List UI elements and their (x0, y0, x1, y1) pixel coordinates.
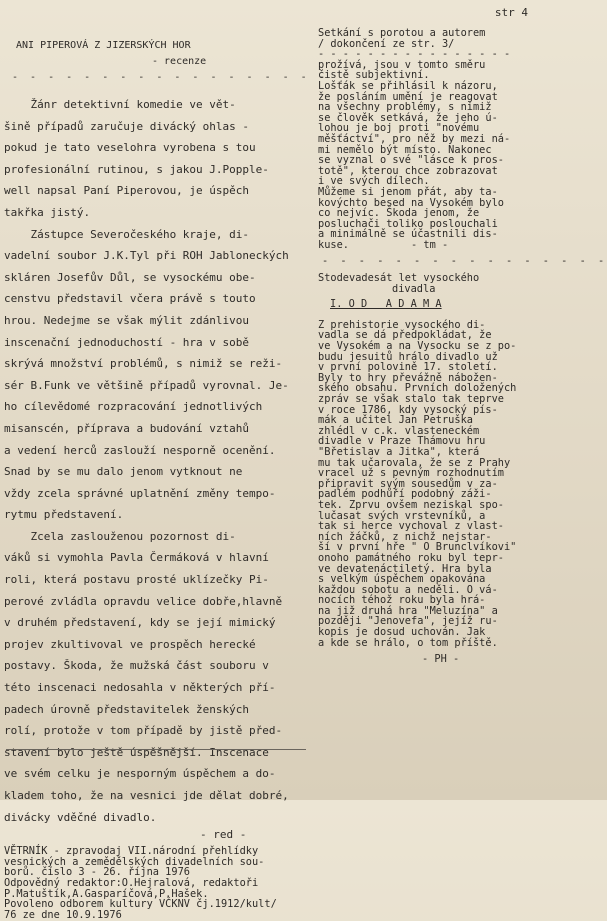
review-signature: - red - (200, 828, 247, 842)
text-line: na již druhá hra "Meluzína" a (318, 604, 498, 617)
text-line: v roce 1786, kdy vysocký pís- (318, 403, 498, 416)
text-line: Povoleno odborem kultury VČKNV čj.1912/kult/ (4, 898, 277, 911)
left-column (4, 0, 328, 921)
text-line: borů. číslo 3 - 26. října 1976 (4, 866, 190, 879)
text-line: a kde se hrálo, o tom příště. (318, 636, 498, 649)
text-line: Snad by se mu dalo jenom vytknout ne (4, 465, 243, 479)
article-divider: - - - - - - - - - - - - - - - - (322, 255, 607, 268)
text-line: profesionální rutinou, s jakou J.Popple- (4, 162, 269, 176)
text-line: VĚTRNÍK - zpravodaj VII.národní přehlídky (4, 845, 259, 858)
text-line: Zcela zaslouženou pozornost di- (4, 529, 236, 543)
text-line: "Břetislav a Jitka", která (318, 445, 480, 458)
text-line: nocích téhož roku byla hrá- (318, 594, 486, 607)
text-line: co nejvíc. Škoda jenom, že (318, 207, 480, 220)
text-line: pokud je tato veselohra vyrobena s tou (4, 141, 256, 155)
review-body (4, 94, 310, 828)
text-line: well napsal Paní Piperovou, je úspěch (4, 184, 250, 198)
right-column (318, 0, 607, 666)
article-title-line2: divadla (392, 282, 436, 295)
text-line: sér B.Funk ve většině případů vyrovnal. Je- (4, 378, 289, 392)
text-line: že posláním umění je reagovat (318, 90, 498, 103)
text-line: kovýchto besed na Vysokém bylo (318, 196, 504, 209)
text-line: prožívá, jsou v tomto směru (318, 58, 486, 71)
text-line: Žánr detektivní komedie ve vět- (4, 98, 236, 111)
text-line: mák a učitel Jan Petruška (318, 414, 473, 427)
text-line: budu jesuitů hrálo divadlo už (318, 350, 498, 363)
text-line: na všechny problémy, s nimiž (318, 101, 492, 114)
text-line: vždy zcela správné uplatnění změny tempo- (4, 486, 276, 500)
text-line: Byly to hry převážně nábožen- (318, 371, 498, 384)
text-line: lohou je boj proti "novému (318, 122, 480, 135)
text-line: váků si vymohla Pavla Čermáková v hlavní (4, 551, 269, 565)
text-line: posluchači toliko poslouchali (318, 217, 498, 230)
text-line: divácky vděčné divadlo. (4, 810, 157, 824)
text-line: později "Jenovefa", jejíž ru- (318, 615, 498, 628)
text-line: ho cílevědomé rozpracování jednotlivých (4, 400, 263, 414)
text-line: ních žáčků, z nichž nejstar- (318, 530, 492, 543)
text-line: každou sobotu a neděli. O vá- (318, 583, 498, 596)
text-line: ší v první hře " O Brunclvíkovi" (318, 541, 517, 554)
text-line: / dokončení ze str. 3/ (318, 37, 455, 50)
text-line: vracel už s pevným rozhodnutím (318, 467, 504, 480)
article-title: Stodevadesát let vysockého (318, 272, 480, 285)
colophon-rule (6, 749, 306, 750)
text-line: této inscenaci nedosahla v některých pří- (4, 681, 276, 695)
text-line: inscenační jednoduchostí - hra v sobě (4, 335, 250, 349)
text-line: se člověk setkává, že jeho ú- (318, 111, 498, 124)
colophon (4, 846, 310, 920)
text-line: ského obsahu. Prvních doložených (318, 382, 517, 395)
text-line: roli, která postavu prosté uklízečky Pi- (4, 573, 269, 587)
article-signature: - PH - (422, 653, 460, 666)
text-line: 76 ze dne 10.9.1976 (4, 908, 122, 921)
text-line: vesnických a zemědělských divadelních sou- (4, 855, 265, 868)
text-line: a minimálně se účastnili dis- (318, 228, 498, 241)
text-line: padech úrovně představitelek ženských (4, 702, 250, 716)
page-number: str 4 (494, 6, 528, 19)
text-line: tek. Zprvu ovšem neziskal spo- (318, 498, 504, 511)
text-line: Můžeme si jenom přát, aby ta- (318, 185, 498, 198)
text-line: postavy. Škoda, že mužská část souboru v (4, 659, 269, 673)
review-subtitle: - recenze (152, 56, 207, 67)
continuation-article (318, 28, 558, 250)
text-line: Zástupce Severočeského kraje, di- (4, 227, 250, 241)
text-line: čistě subjektivní. (318, 69, 430, 82)
text-line: misanscén, příprava a budování vztahů (4, 421, 250, 435)
text-line: a vedení herců zaslouží nesporně ocenění. (4, 443, 276, 457)
text-line: vadla se dá předpokládat, že (318, 329, 492, 342)
text-line: tak si herce vychoval z vlast- (318, 520, 504, 533)
text-line: takřka jistý. (4, 205, 91, 219)
text-line: ve devatenáctiletý. Hra byla (318, 562, 492, 575)
text-line: censtvu představil včera právě s touto (4, 292, 256, 306)
text-line: kuse. - tm - (318, 238, 449, 251)
text-line: P.Matuštík,A.Gasparíčová,P.Hašek. (4, 887, 209, 900)
text-line: i ve svých dílech. (318, 175, 430, 188)
article-body (318, 320, 558, 648)
article-subtitle: I. O D A D A M A (330, 298, 442, 311)
text-line: lučasat svých vrstevníků, a (318, 509, 486, 522)
text-line: hrou. Nedejme se však mýlit zdánlivou (4, 313, 250, 327)
text-line: mu tak učarovala, že se z Prahy (318, 456, 511, 469)
text-line: připravit svým sousedům v za- (318, 477, 498, 490)
review-divider: - - - - - - - - - - - - - - - - - - (12, 72, 328, 83)
text-line: vadelní soubor J.K.Tyl při ROH Jabloneckých (4, 249, 289, 263)
text-line: totě", kterou chce zobrazovat (318, 164, 498, 177)
review-title: ANI PIPEROVÁ Z JIZERSKÝCH HOR (16, 40, 191, 51)
text-line: rolí, protože v tom případě by jistě před- (4, 724, 283, 738)
text-line: - - - - - - - - - - - - - - - - (318, 48, 511, 61)
text-line: perové zvládla opravdu velice dobře,hlavně (4, 594, 283, 608)
text-line: Odpovědný redaktor:O.Hejralová, redaktoři (4, 876, 259, 889)
text-line: onoho památného roku byl tepr- (318, 551, 504, 564)
text-line: ve Vysokém a na Vysocku se z po- (318, 340, 517, 353)
text-line: se vyznal o své "lásce k pros- (318, 154, 504, 167)
text-line: měšťáctví", pro něž by mezi ná- (318, 132, 511, 145)
text-line: skrývá množství problémů, s nimiž se reži- (4, 357, 283, 371)
text-line: skláren Josefův Důl, se vysockému obe- (4, 270, 256, 284)
text-line: stavení bylo ještě úspěšnější. Inscenace (4, 745, 269, 759)
text-line: v druhém představení, kdy se její mimický (4, 616, 276, 630)
text-line: Setkání s porotou a autorem (318, 27, 486, 39)
text-line: Lošťák se přihlásil k názoru, (318, 79, 498, 92)
text-line: Z prehistorie vysockého di- (318, 318, 486, 331)
text-line: rytmu představení. (4, 508, 124, 522)
text-line: v první polovině 17. století. (318, 361, 498, 374)
text-line: mi nemělo být místo. Nakonec (318, 143, 492, 156)
text-line: kopis je dosud uchován. Jak (318, 626, 486, 639)
text-line: zhlédl v c.k. vlasteneckém (318, 424, 480, 437)
text-line: projev zkultivoval ve prospěch herecké (4, 637, 256, 651)
text-line: padlém podhůří podobný záži- (318, 488, 492, 501)
text-line: šině případů zaručuje divácký ohlas - (4, 119, 250, 133)
text-line: divadle v Praze Thámovu hru (318, 435, 486, 448)
text-line: s velkým úspěchem opakována (318, 573, 486, 586)
text-line: kladem toho, že na vesnici jde dělat dobré, (4, 789, 289, 802)
text-line: zpráv se však stalo tak teprve (318, 393, 504, 405)
text-line: ve svém celku je nesporným úspěchem a do- (4, 767, 276, 781)
